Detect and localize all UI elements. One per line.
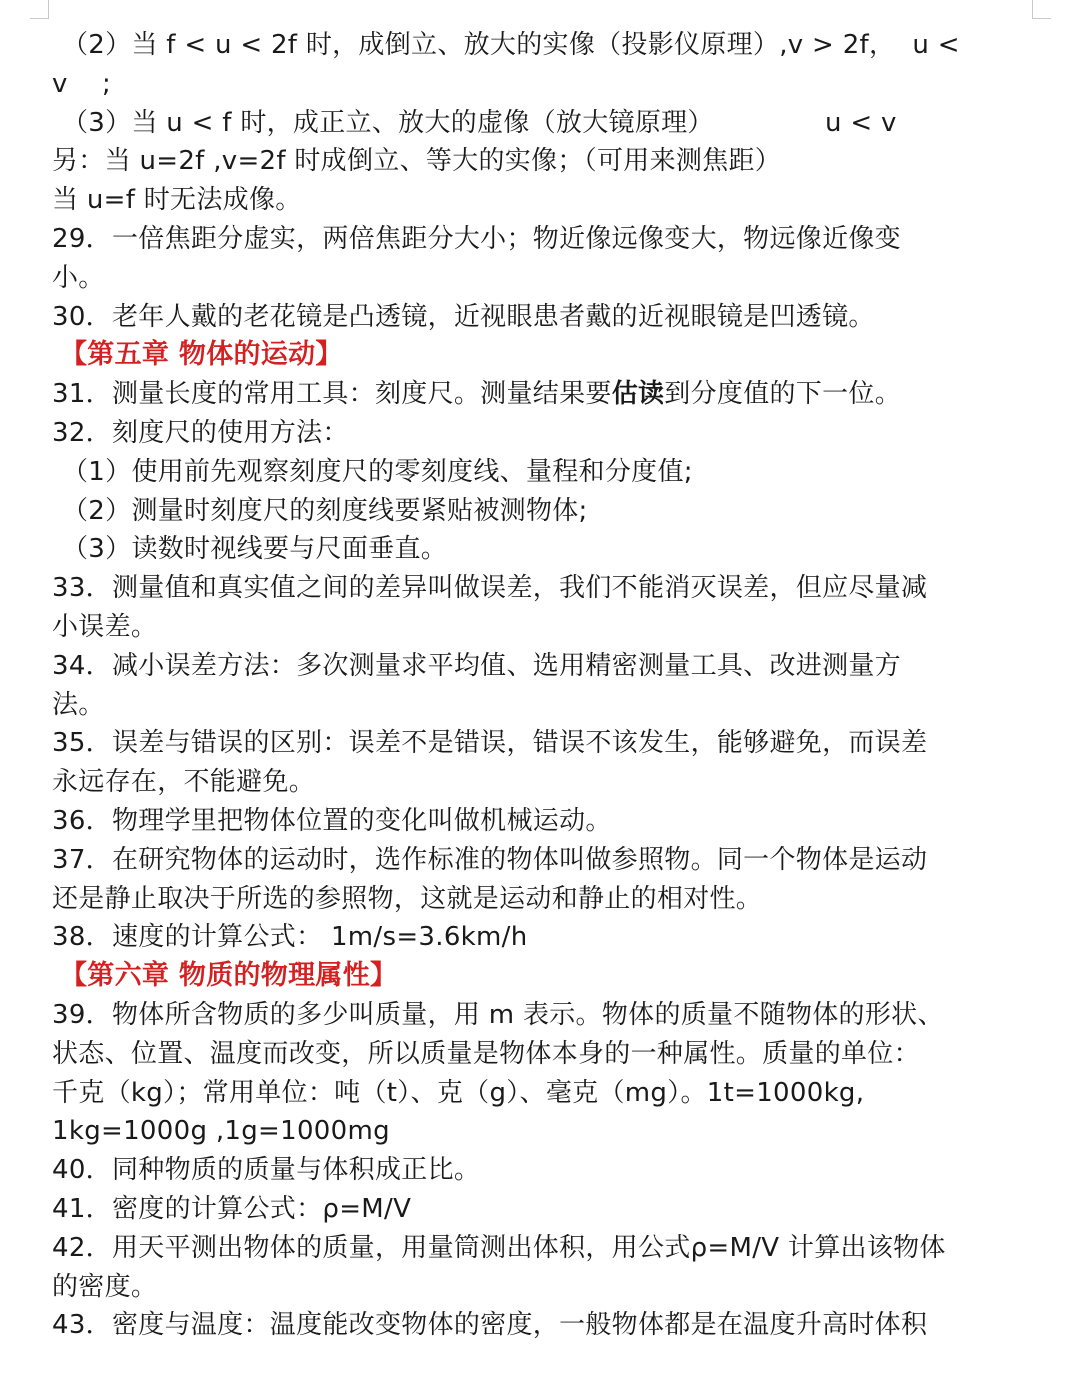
text-line: 永远存在，不能避免。 — [52, 767, 316, 798]
text-line: 41．密度的计算公式：ρ=M/V — [52, 1193, 412, 1224]
text-line: 43．密度与温度：温度能改变物体的密度，一般物体都是在温度升高时体积 — [52, 1310, 928, 1341]
text-line: （3）读数时视线要与尺面垂直。 — [62, 534, 448, 565]
text-segment: 到分度值的下一位。 — [664, 379, 901, 410]
text-line: 37．在研究物体的运动时，选作标准的物体叫做参照物。同一个物体是运动 — [52, 844, 928, 875]
text-line: 小误差。 — [52, 611, 158, 642]
document-body — [52, 26, 1037, 1345]
text-line: 还是静止取决于所选的参照物，这就是运动和静止的相对性。 — [52, 883, 763, 914]
text-line: 千克（kg）；常用单位：吨（t）、克（g）、毫克（mg）。1t=1000kg, — [52, 1077, 865, 1108]
text-line: 1kg=1000g ,1g=1000mg — [52, 1116, 390, 1147]
text-line: 状态、位置、温度而改变，所以质量是物体本身的一种属性。质量的单位： — [52, 1038, 920, 1069]
text-line: 42．用天平测出物体的质量，用量筒测出体积，用公式ρ=M/V 计算出该物体 — [52, 1232, 946, 1263]
text-line: （2）测量时刻度尺的刻度线要紧贴被测物体; — [62, 495, 588, 526]
text-line: （1）使用前先观察刻度尺的零刻度线、量程和分度值; — [62, 456, 693, 487]
text-segment: 31．测量长度的常用工具：刻度尺。测量结果要 — [52, 379, 612, 410]
text-line: 小。 — [52, 262, 105, 293]
text-line: v ; — [52, 68, 112, 99]
text-line: 35．误差与错误的区别：误差不是错误，错误不该发生，能够避免，而误差 — [52, 728, 928, 759]
text-line: 30．老年人戴的老花镜是凸透镜，近视眼患者戴的近视眼镜是凹透镜。 — [52, 301, 875, 332]
text-line: 的密度。 — [52, 1271, 158, 1302]
chapter-heading: 【第五章 物体的运动】 — [60, 339, 343, 371]
chapter-heading: 【第六章 物质的物理属性】 — [60, 960, 398, 992]
text-line: 34．减小误差方法：多次测量求平均值、选用精密测量工具、改进测量方 — [52, 650, 901, 681]
bold-emphasis: 估读 — [611, 379, 665, 410]
text-line: 33．测量值和真实值之间的差异叫做误差，我们不能消灭误差，但应尽量减 — [52, 573, 928, 604]
text-line: （3）当 u < f 时，成正立、放大的虚像（放大镜原理） u < v — [62, 107, 897, 138]
text-line: 38．速度的计算公式： 1m/s=3.6km/h — [52, 922, 528, 953]
text-line: 法。 — [52, 689, 105, 720]
text-line: 36．物理学里把物体位置的变化叫做机械运动。 — [52, 805, 612, 836]
text-line: 32．刻度尺的使用方法： — [52, 417, 349, 448]
text-line: 当 u=f 时无法成像。 — [52, 185, 302, 216]
page-corner-mark-right — [1032, 0, 1051, 19]
text-line — [52, 375, 1037, 414]
text-line: 40．同种物质的质量与体积成正比。 — [52, 1155, 481, 1186]
text-line: 39．物体所含物质的多少叫质量，用 m 表示。物体的质量不随物体的形状、 — [52, 999, 944, 1030]
text-line: 29．一倍焦距分虚实，两倍焦距分大小；物近像远像变大，物远像近像变 — [52, 223, 901, 254]
text-line: （2）当 f < u < 2f 时，成倒立、放大的实像（投影仪原理）,v > 2f， u < — [62, 30, 960, 60]
text-line: 另：当 u=2f ,v=2f 时成倒立、等大的实像；（可用来测焦距） — [52, 146, 782, 177]
page-corner-mark-left — [30, 0, 49, 19]
